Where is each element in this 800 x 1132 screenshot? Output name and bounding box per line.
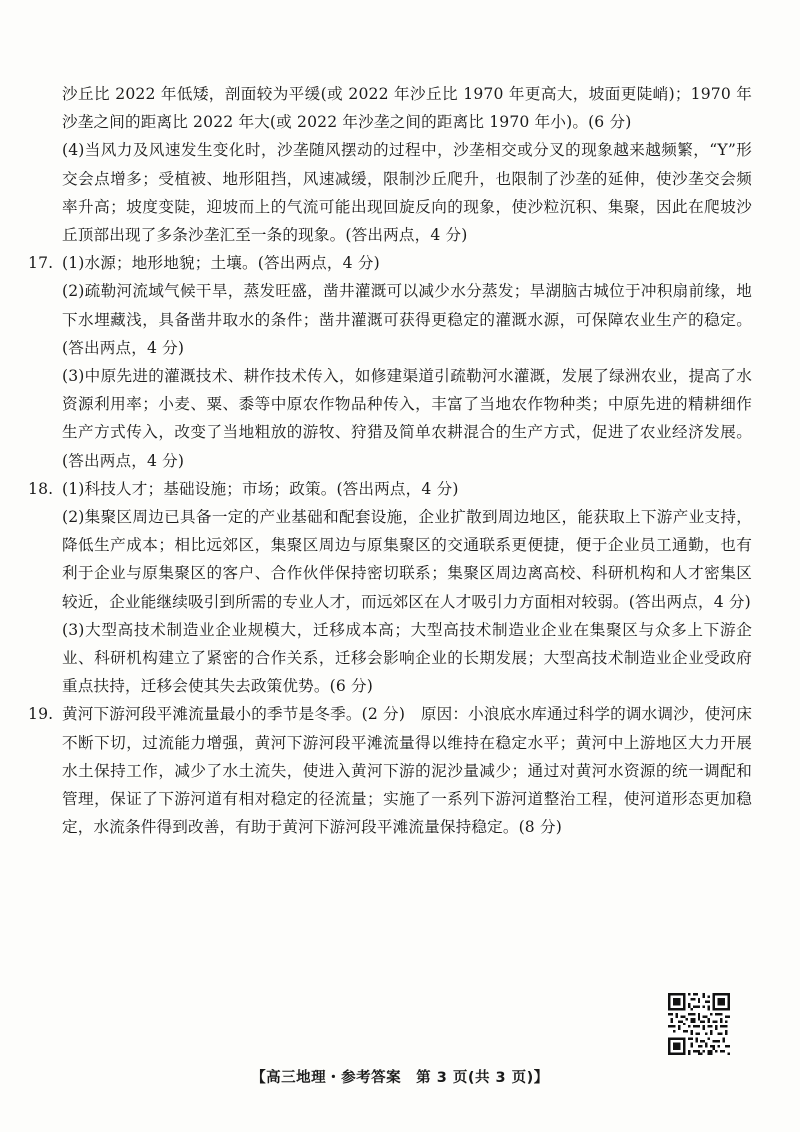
question-19 — [28, 700, 752, 841]
q19-answer: 黄河下游河段平滩流量最小的季节是冬季。(2 分) 原因：小浪底水库通过科学的调水调沙，使河床不断下切，过流能力增强，黄河下游河段平滩流量得以维持在稳定水平；黄河中上游地区大力开展水土保持工作，减少了水土流失，使进入黄河下游的泥沙量减少；通过对黄河水资源的统一调配和管理，保证了下游河道有相对稳定的径流量；实施了一系列下游河道整治工程，使河道形态更加稳定，水流条件得到改善，有助于黄河下游河段平滩流量保持稳定。(8 分) — [62, 705, 752, 837]
question-18 — [28, 475, 752, 701]
qr-code-image — [668, 993, 730, 1055]
q17-part2: (2)疏勒河流域气候干旱，蒸发旺盛，凿井灌溉可以减少水分蒸发；旱湖脑古城位于冲积扇前缘，地下水埋藏浅，具备凿井取水的条件；凿井灌溉可获得更稳定的灌溉水源，可保障农业生产的稳定。(答出两点，4 分) — [62, 282, 752, 357]
question-17-number: 17. — [28, 254, 54, 273]
q16-part4: (4)当风力及风速发生变化时，沙垄随风摆动的过程中，沙垄相交或分叉的现象越来越频繁，“Y”形交会点增多；受植被、地形阻挡，风速减缓，限制沙丘爬升，也限制了沙垄的延伸，使沙垄交会频率升高；坡度变陡，迎坡而上的气流可能出现回旋反向的现象，使沙粒沉积、集聚，因此在爬坡沙丘顶部出现了多条沙垄汇至一条的现象。(答出两点，4 分) — [62, 141, 752, 245]
q18-part1: (1)科技人才；基础设施；市场；政策。(答出两点，4 分) — [62, 479, 459, 498]
answer-content — [28, 80, 752, 841]
q18-part3: (3)大型高技术制造业企业规模大，迁移成本高；大型高技术制造业企业在集聚区与众多上下游企业、科研机构建立了紧密的合作关系，迁移会影响企业的长期发展；大型高技术制造业企业受政府重点扶持，迁移会使其失去政策优势。(6 分) — [62, 620, 752, 696]
question-17 — [28, 249, 752, 475]
question-19-number: 19. — [28, 705, 54, 724]
q18-part2: (2)集聚区周边已具备一定的产业基础和配套设施，企业扩散到周边地区，能获取上下游产业支持，降低生产成本；相比远郊区，集聚区周边与原集聚区的交通联系更便捷，便于企业员工通勤，也有利于企业与原集聚区的客户、合作伙伴保持密切联系；集聚区周边离高校、科研机构和人才密集区较近，企业能继续吸引到所需的专业人才，而远郊区在人才吸引力方面相对较弱。(答出两点，4 分) — [62, 508, 752, 611]
page-footer: 【高三地理・参考答案 第 3 页(共 3 页)】 — [251, 1070, 549, 1086]
q17-part3: (3)中原先进的灌溉技术、耕作技术传入，如修建渠道引疏勒河水灌溉，发展了绿洲农业，提高了水资源利用率；小麦、粟、黍等中原农作物品种传入，丰富了当地农作物种类；中原先进的精耕细作生产方式传入，改变了当地粗放的游牧、狩猎及简单农耕混合的生产方式，促进了农业经济发展。(答出两点，4 分) — [62, 367, 752, 470]
q17-part1: (1)水源；地形地貌；土壤。(答出两点，4 分) — [62, 254, 380, 273]
q16-part3-tail: 沙丘比 2022 年低矮，剖面较为平缓(或 2022 年沙丘比 1970 年更高大，坡面更陡峭)；1970 年沙垄之间的距离比 2022 年大(或 2022 年沙垄之间的距离比 1970 年小)。(6 分) — [62, 85, 752, 132]
question-18-number: 18. — [28, 479, 54, 498]
